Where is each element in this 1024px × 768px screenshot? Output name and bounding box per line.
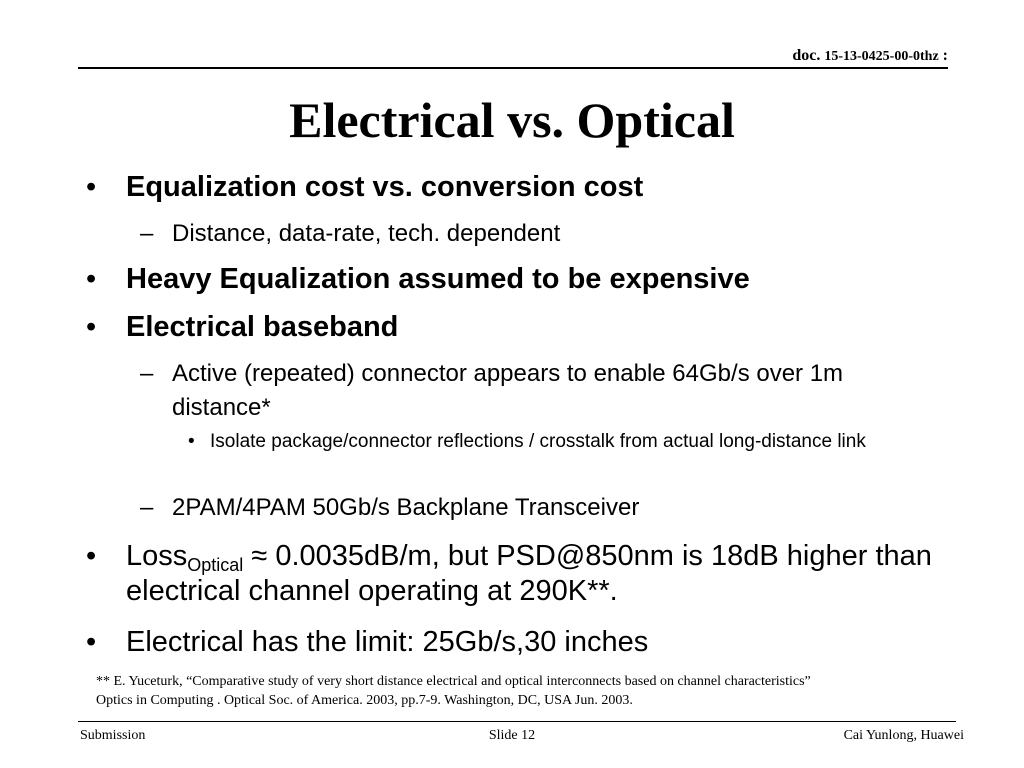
footnote-line-1: ** E. Yuceturk, “Comparative study of very short distance electrical and optical interconnects based on channel characteristics” [96,674,811,689]
subbullet-text: Active (repeated) connector appears to enable 64Gb/s over 1m distance* [172,360,844,421]
footer-submission: Submission [80,728,146,743]
document-number [792,47,948,65]
subsubbullet-isolate [188,428,978,456]
subbullet-text: 2PAM/4PAM 50Gb/s Backplane Transceiver [172,494,640,521]
footnote-reference [96,672,996,710]
bullet-equalization-cost [86,170,966,205]
subbullet-distance [140,217,940,251]
footer-divider [78,721,956,722]
dash-marker: – [140,494,154,521]
dash-marker: – [140,220,154,247]
footer-author: Cai Yunlong, Huawei [843,728,964,743]
bullet-text [126,539,966,609]
optical-subscript: Optical [187,555,244,575]
footnote-line-2: Optics in Computing . Optical Soc. of America. 2003, pp.7-9. Washington, DC, USA Jun. 2003. [96,693,633,708]
bullet-marker: • [188,431,195,452]
bullet-marker: • [86,626,97,658]
dash-marker: – [140,360,154,387]
bullet-text: Electrical baseband [126,311,399,343]
subbullet-active-connector [140,357,940,425]
loss-prefix: Loss [126,540,188,572]
bullet-electrical-baseband [86,310,966,345]
subbullet-2pam-4pam [140,491,940,525]
bullet-text: Heavy Equalization assumed to be expensive [126,263,750,295]
bullet-text: Equalization cost vs. conversion cost [126,171,644,203]
subbullet-text: Distance, data-rate, tech. dependent [172,220,561,247]
bullet-electrical-limit [86,625,966,660]
bullet-text: Electrical has the limit: 25Gb/s,30 inches [126,626,649,658]
doc-label: doc. [792,47,821,64]
bullet-marker: • [86,540,97,572]
bullet-marker: • [86,171,97,203]
loss-text: ≈ 0.0035dB/m, but PSD@850nm is 18dB higher than electrical channel operating at 290K**. [126,540,932,607]
bullet-marker: • [86,311,97,343]
bullet-marker: • [86,263,97,295]
bullet-heavy-equalization [86,262,966,297]
doc-suffix: : [942,47,948,64]
bullet-optical-loss [86,539,966,609]
doc-number: 15-13-0425-00-0thz [824,49,939,64]
header-divider [78,67,948,69]
subsubbullet-text: Isolate package/connector reflections / crosstalk from actual long-distance link [210,431,866,452]
footer-slide-number: Slide 12 [488,728,536,743]
slide-title: Electrical vs. Optical [289,92,735,148]
